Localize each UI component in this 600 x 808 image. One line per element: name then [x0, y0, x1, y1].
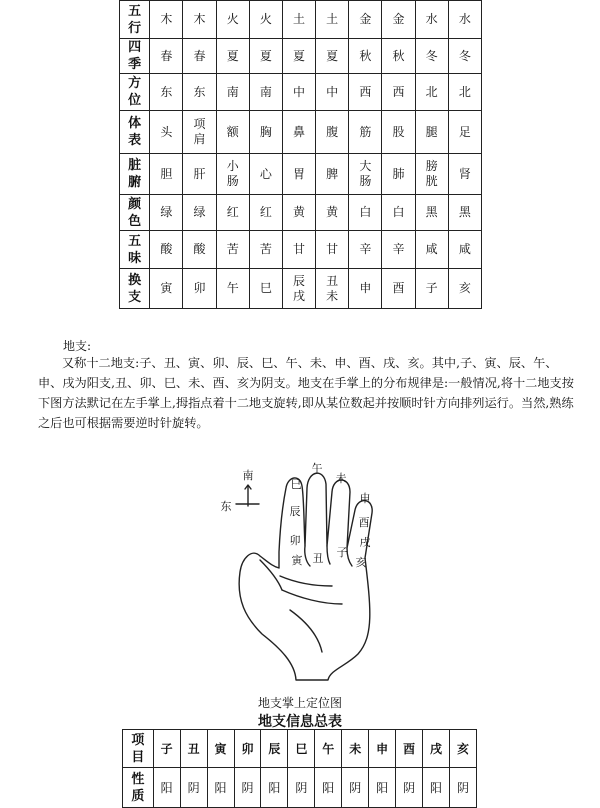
table-row	[120, 39, 482, 74]
table-cell: 绿	[183, 195, 216, 231]
branch-you: 酉	[358, 516, 370, 529]
table-cell	[349, 154, 382, 195]
row-header-char: 色	[128, 213, 142, 229]
table-cell: 白	[382, 195, 415, 231]
branch-wu: 午	[311, 462, 323, 475]
table-cell: 苦	[216, 231, 249, 269]
branch-hai: 亥	[355, 556, 367, 569]
polarity-cell: 阳	[261, 768, 288, 808]
table-cell: 土	[282, 1, 315, 39]
polarity-cell: 阳	[207, 768, 234, 808]
table-cell: 酸	[150, 231, 183, 269]
summary-table-title: 地支信息总表	[258, 714, 342, 730]
polarity-cell: 阳	[315, 768, 342, 808]
table-row	[120, 269, 482, 309]
table-cell: 额	[216, 111, 249, 154]
dizhi-paragraph: 又称十二地支:子、丑、寅、卯、辰、巳、午、未、申、酉、戌、亥。其中,子、寅、辰、午、申、戌为阳支,丑、卯、巳、未、酉、亥为阴支。地支在手掌上的分布规律是:一般情况,将十二地支按下图方法默记在左手掌上,拇指点着十二地支旋转,即从某位数起并按顺时针方向排列运行。当然,熟练之后也可根据需要逆时针旋转。	[38, 356, 574, 430]
branch-xu: 戌	[359, 536, 371, 549]
table-cell: 咸	[415, 231, 448, 269]
table-cell: 辛	[349, 231, 382, 269]
branch-chou: 丑	[312, 552, 324, 565]
table-cell: 秋	[349, 39, 382, 74]
table-cell: 夏	[282, 39, 315, 74]
table-cell: 红	[249, 195, 282, 231]
cell-char: 戌	[293, 288, 306, 303]
polarity-cell: 阳	[423, 768, 450, 808]
row-header	[120, 1, 150, 39]
table-cell: 黑	[415, 195, 448, 231]
table-cell: 肺	[382, 154, 415, 195]
table-cell: 夏	[249, 39, 282, 74]
cell-char: 肩	[193, 132, 206, 146]
table-cell	[282, 269, 315, 309]
cell-char: 辰	[293, 273, 306, 288]
branch-cell: 巳	[288, 730, 315, 768]
table-cell: 肾	[448, 154, 481, 195]
table-cell: 脾	[316, 154, 349, 195]
table-cell: 申	[349, 269, 382, 309]
table-cell: 苦	[249, 231, 282, 269]
row-header	[120, 74, 150, 111]
cell-char: 胱	[425, 174, 438, 188]
table-cell: 冬	[415, 39, 448, 74]
table-cell: 辛	[382, 231, 415, 269]
table-cell: 筋	[349, 111, 382, 154]
table-cell: 东	[150, 74, 183, 111]
branch-cell: 申	[369, 730, 396, 768]
branch-cell: 未	[342, 730, 369, 768]
table-cell: 西	[349, 74, 382, 111]
table-cell: 春	[150, 39, 183, 74]
branch-cell: 戌	[423, 730, 450, 768]
row-header-char: 位	[128, 93, 142, 108]
row-header-char: 方	[128, 76, 142, 91]
table-cell	[415, 154, 448, 195]
branch-cell: 卯	[234, 730, 261, 768]
hand-diagram	[200, 458, 400, 690]
table-cell: 足	[448, 111, 481, 154]
table-cell: 头	[150, 111, 183, 154]
compass-east-label: 东	[220, 500, 232, 513]
row-header	[123, 730, 154, 768]
table-row	[123, 768, 477, 808]
table-cell: 黄	[282, 195, 315, 231]
table-cell: 胸	[249, 111, 282, 154]
table-row	[120, 195, 482, 231]
cell-char: 未	[326, 288, 339, 303]
table-row	[120, 111, 482, 154]
polarity-cell: 阴	[234, 768, 261, 808]
table-cell: 中	[316, 74, 349, 111]
row-header-char: 五	[128, 3, 142, 19]
table-cell: 火	[216, 1, 249, 39]
row-header-char: 支	[128, 289, 142, 305]
branch-cell: 午	[315, 730, 342, 768]
branch-si: 巳	[290, 478, 302, 491]
branch-cell: 亥	[450, 730, 477, 768]
table-cell: 北	[415, 74, 448, 111]
row-header	[120, 154, 150, 195]
row-header-char: 性	[131, 771, 145, 787]
branch-cell: 丑	[180, 730, 207, 768]
table-cell: 心	[249, 154, 282, 195]
row-header-char: 表	[128, 133, 142, 148]
table-cell: 咸	[448, 231, 481, 269]
row-header-char: 四	[128, 40, 142, 55]
table-cell	[216, 154, 249, 195]
table-cell: 秋	[382, 39, 415, 74]
table-cell: 寅	[150, 269, 183, 309]
table-cell: 鼻	[282, 111, 315, 154]
table-cell: 黑	[448, 195, 481, 231]
cell-char: 小	[226, 159, 239, 173]
polarity-cell: 阴	[342, 768, 369, 808]
table-row	[123, 730, 477, 768]
table-cell: 酉	[382, 269, 415, 309]
hand-caption: 地支掌上定位图	[257, 696, 342, 710]
cell-char: 大	[359, 159, 372, 173]
table-cell: 胆	[150, 154, 183, 195]
table-cell: 胃	[282, 154, 315, 195]
table-cell: 午	[216, 269, 249, 309]
table-cell: 中	[282, 74, 315, 111]
branch-shen: 申	[359, 492, 371, 505]
row-header-char: 项	[131, 732, 145, 748]
polarity-cell: 阴	[180, 768, 207, 808]
branch-cell: 辰	[261, 730, 288, 768]
table-cell: 木	[150, 1, 183, 39]
compass-south-label: 南	[242, 469, 254, 482]
row-header	[120, 195, 150, 231]
table-cell: 火	[249, 1, 282, 39]
table-cell: 腿	[415, 111, 448, 154]
row-header-char: 换	[128, 272, 142, 288]
row-header	[120, 269, 150, 309]
table-cell: 夏	[316, 39, 349, 74]
table-cell: 南	[249, 74, 282, 111]
table-cell: 卯	[183, 269, 216, 309]
branch-chen: 辰	[289, 505, 301, 518]
table-cell: 西	[382, 74, 415, 111]
branch-mao: 卯	[289, 534, 301, 547]
table-cell: 南	[216, 74, 249, 111]
row-header-char: 颜	[128, 196, 142, 212]
row-header-char: 季	[128, 57, 142, 72]
table-cell: 股	[382, 111, 415, 154]
table-row	[120, 74, 482, 111]
table-cell: 水	[448, 1, 481, 39]
cell-char: 膀	[425, 159, 438, 173]
table-row	[120, 1, 482, 39]
table-cell: 冬	[448, 39, 481, 74]
table-cell: 金	[349, 1, 382, 39]
section-label: 地支:	[63, 339, 92, 353]
compass-icon	[236, 485, 259, 506]
table-cell: 木	[183, 1, 216, 39]
row-header-char: 腑	[128, 175, 142, 190]
row-header-char: 目	[131, 749, 145, 765]
table-cell: 水	[415, 1, 448, 39]
branch-zi: 子	[336, 546, 348, 559]
table-row	[120, 154, 482, 195]
table-cell: 肝	[183, 154, 216, 195]
polarity-cell: 阴	[450, 768, 477, 808]
table-cell: 亥	[448, 269, 481, 309]
row-header-char: 脏	[128, 158, 142, 173]
table-cell: 夏	[216, 39, 249, 74]
row-header	[123, 768, 154, 808]
row-header	[120, 111, 150, 154]
polarity-cell: 阴	[288, 768, 315, 808]
row-header	[120, 231, 150, 269]
cell-char: 丑	[326, 273, 339, 288]
table-cell: 甘	[316, 231, 349, 269]
row-header-char: 质	[131, 788, 145, 804]
table-cell: 金	[382, 1, 415, 39]
branch-cell: 子	[153, 730, 180, 768]
table-cell: 北	[448, 74, 481, 111]
table-cell: 白	[349, 195, 382, 231]
branch-cell: 酉	[396, 730, 423, 768]
table-cell	[183, 111, 216, 154]
branch-cell: 寅	[207, 730, 234, 768]
polarity-cell: 阴	[396, 768, 423, 808]
table-cell: 春	[183, 39, 216, 74]
row-header-char: 体	[128, 116, 142, 131]
row-header-char: 五	[128, 233, 142, 249]
table-cell: 巳	[249, 269, 282, 309]
table-cell: 酸	[183, 231, 216, 269]
table-row	[120, 231, 482, 269]
table-cell: 绿	[150, 195, 183, 231]
cell-char: 项	[193, 117, 206, 131]
branch-wei: 未	[335, 472, 347, 485]
table-cell: 腹	[316, 111, 349, 154]
table-cell: 子	[415, 269, 448, 309]
table-cell: 土	[316, 1, 349, 39]
polarity-cell: 阳	[369, 768, 396, 808]
branch-yin: 寅	[291, 554, 303, 567]
table-cell: 甘	[282, 231, 315, 269]
row-header	[120, 39, 150, 74]
cell-char: 肠	[226, 174, 239, 188]
row-header-char: 味	[128, 250, 142, 266]
table-cell: 东	[183, 74, 216, 111]
table-cell: 黄	[316, 195, 349, 231]
polarity-cell: 阳	[153, 768, 180, 808]
five-elements-table	[119, 0, 482, 309]
cell-char: 肠	[359, 174, 372, 188]
row-header-char: 行	[128, 20, 142, 36]
table-cell	[316, 269, 349, 309]
dizhi-summary-table	[122, 729, 477, 808]
table-cell: 红	[216, 195, 249, 231]
